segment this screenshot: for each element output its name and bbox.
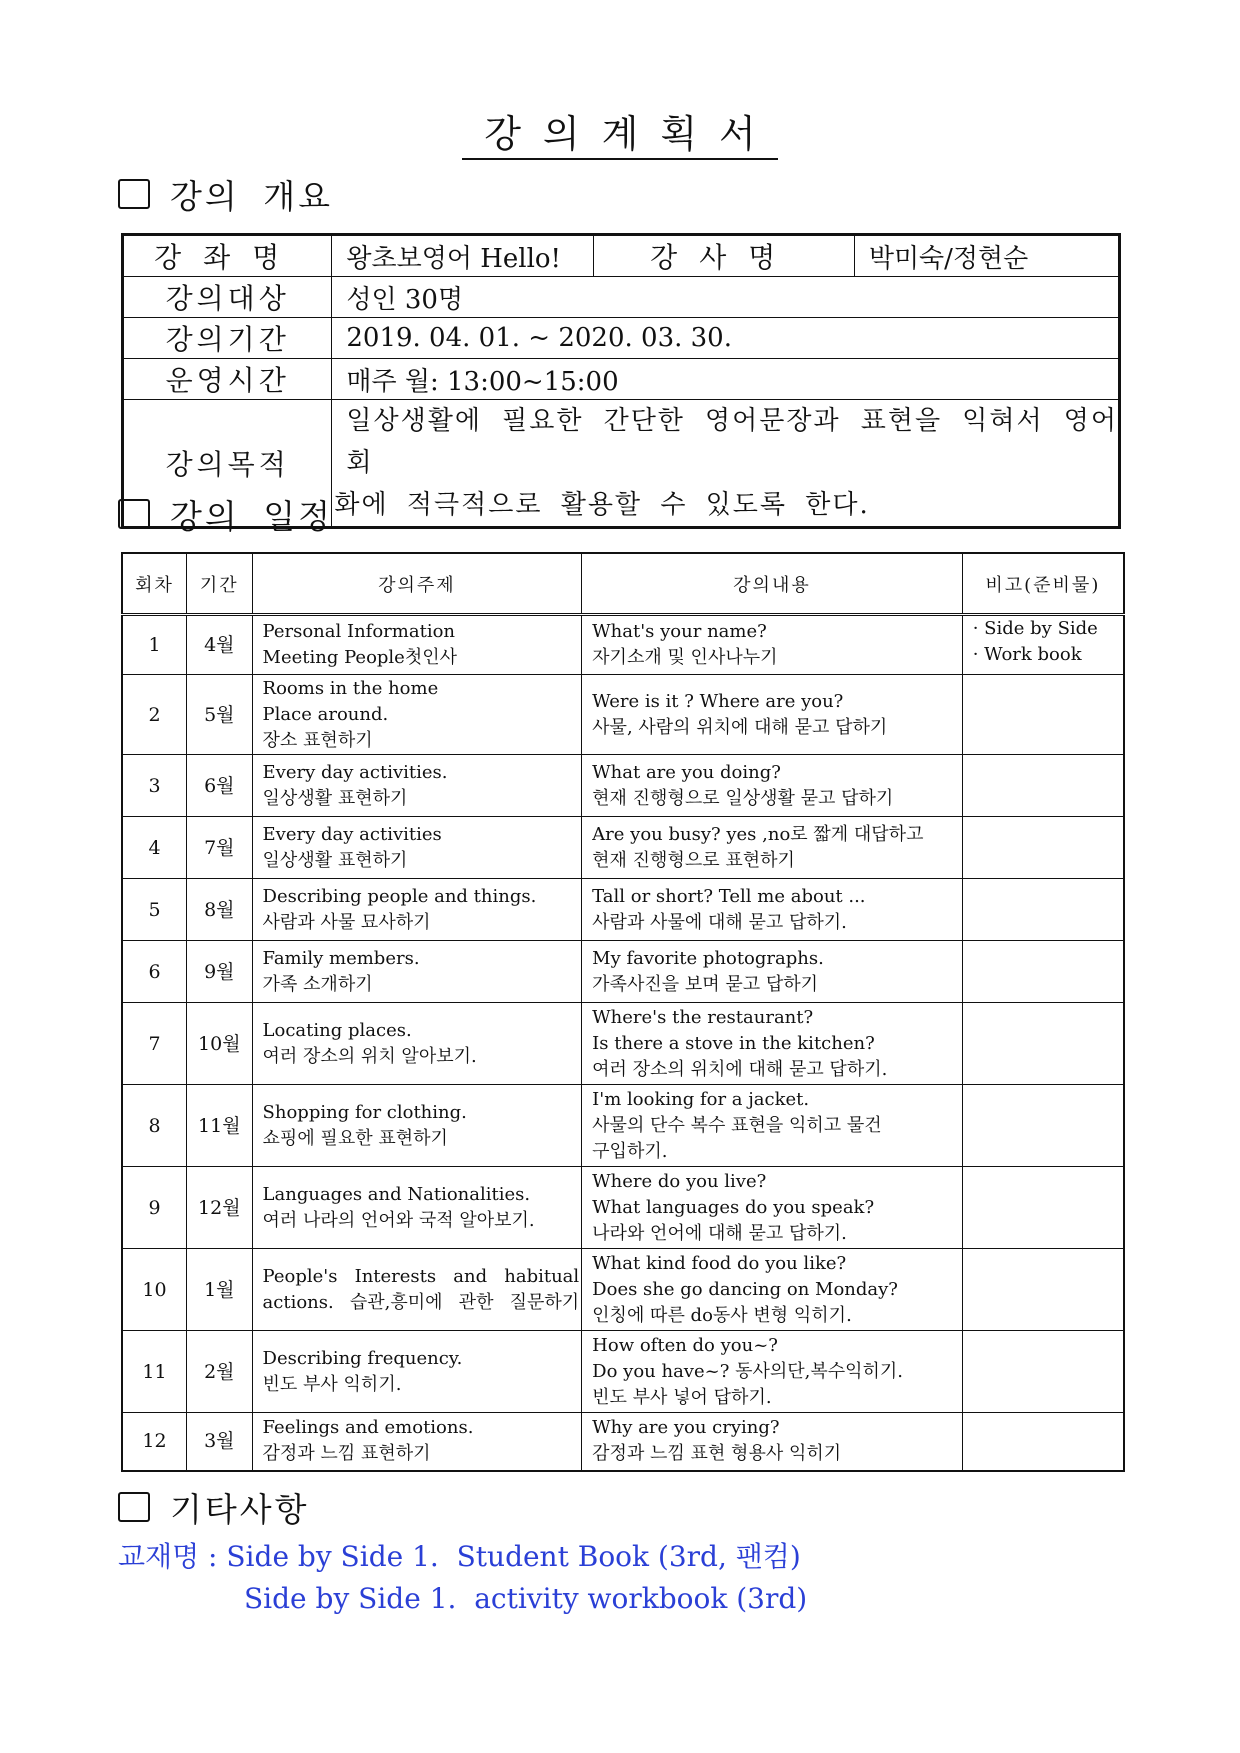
session-topic	[252, 1249, 582, 1331]
session-content	[582, 755, 963, 817]
session-number: 6	[122, 941, 187, 1003]
session-note	[962, 755, 1124, 817]
session-note	[962, 1085, 1124, 1167]
session-month: 4월	[187, 615, 253, 675]
schedule-row	[122, 615, 1124, 675]
content-line: 현재 진행형으로 표현하기	[592, 849, 795, 871]
topic-line: 빈도 부사 익히기.	[262, 1373, 402, 1395]
session-content	[582, 675, 963, 755]
content-line: What kind food do you like?	[592, 1252, 847, 1274]
content-line: 빈도 부사 넣어 답하기.	[592, 1386, 772, 1408]
topic-line: Locating places.	[262, 1019, 412, 1041]
topic-line: 감정과 느낌 표현하기	[262, 1443, 431, 1465]
session-topic	[252, 1167, 582, 1249]
content-line: Where's the restaurant?	[592, 1006, 814, 1028]
time-value: 매주 월: 13:00~15:00	[332, 359, 1120, 400]
session-note	[962, 1331, 1124, 1413]
section-etc-heading: 기타사항	[118, 1487, 310, 1527]
textbook-line-2: Side by Side 1. activity workbook (3rd)	[244, 1582, 808, 1615]
content-line: 감정과 느낌 표현 형용사 익히기	[592, 1443, 842, 1465]
schedule-row	[122, 1249, 1124, 1331]
course-label: 강좌명	[123, 235, 332, 277]
session-content	[582, 1331, 963, 1413]
session-month: 12월	[187, 1167, 253, 1249]
session-content	[582, 1413, 963, 1471]
topic-line: 여러 장소의 위치 알아보기.	[262, 1045, 477, 1067]
schedule-row	[122, 1003, 1124, 1085]
session-content	[582, 1167, 963, 1249]
session-note	[962, 615, 1124, 675]
topic-line: Describing people and things.	[262, 885, 537, 907]
session-content	[582, 817, 963, 879]
session-number: 1	[122, 615, 187, 675]
topic-line: Every day activities.	[262, 761, 448, 783]
content-line: 자기소개 및 인사나누기	[592, 647, 778, 668]
content-line: Why are you crying?	[592, 1417, 780, 1439]
content-line: What languages do you speak?	[592, 1196, 875, 1218]
session-month: 8월	[187, 879, 253, 941]
schedule-row	[122, 1413, 1124, 1471]
session-month: 11월	[187, 1085, 253, 1167]
topic-line: People's Interests and habitual	[262, 1265, 580, 1287]
schedule-header: 기간	[187, 553, 253, 615]
schedule-row	[122, 1167, 1124, 1249]
session-note	[962, 1413, 1124, 1471]
session-note	[962, 1249, 1124, 1331]
session-number: 9	[122, 1167, 187, 1249]
session-content	[582, 1003, 963, 1085]
session-note	[962, 941, 1124, 1003]
session-number: 12	[122, 1413, 187, 1471]
checkbox-square-icon	[118, 1492, 150, 1522]
schedule-row	[122, 941, 1124, 1003]
content-line: Are you busy? yes ,no로 짧게 대답하고	[592, 823, 924, 845]
session-number: 7	[122, 1003, 187, 1085]
topic-line: Family members.	[262, 947, 420, 969]
session-note	[962, 1167, 1124, 1249]
topic-line: actions. 습관,흥미에 관한 질문하기	[262, 1291, 580, 1313]
note-line: · Side by Side	[972, 618, 1098, 639]
topic-line: Feelings and emotions.	[262, 1417, 474, 1439]
content-line: What's your name?	[592, 621, 767, 642]
period-value: 2019. 04. 01. ~ 2020. 03. 30.	[332, 318, 1120, 359]
content-line: Is there a stove in the kitchen?	[592, 1032, 875, 1054]
schedule-row	[122, 755, 1124, 817]
schedule-table	[121, 552, 1125, 1472]
session-topic	[252, 1085, 582, 1167]
content-line: 사람과 사물에 대해 묻고 답하기.	[592, 911, 847, 933]
session-number: 4	[122, 817, 187, 879]
session-note	[962, 879, 1124, 941]
goal-value: 일상생활에 필요한 간단한 영어문장과 표현을 익혀서 영어회 화에 적극적으로 활용할 수 있도록 한다.	[332, 400, 1120, 528]
schedule-row	[122, 1331, 1124, 1413]
content-line: Do you have~? 동사의단,복수익히기.	[592, 1360, 904, 1382]
topic-line: 여러 나라의 언어와 국적 알아보기.	[262, 1209, 535, 1231]
content-line: 사물의 단수 복수 표현을 익히고 물건	[592, 1114, 882, 1136]
topic-line: 일상생활 표현하기	[262, 787, 408, 809]
topic-line: Describing frequency.	[262, 1347, 463, 1369]
session-topic	[252, 755, 582, 817]
session-number: 11	[122, 1331, 187, 1413]
note-line: · Work book	[972, 644, 1082, 665]
target-value: 성인 30명	[332, 277, 1120, 318]
instructor-label: 강사명	[593, 235, 854, 277]
schedule-row	[122, 675, 1124, 755]
topic-line: Languages and Nationalities.	[262, 1183, 531, 1205]
session-month: 3월	[187, 1413, 253, 1471]
topic-line: 일상생활 표현하기	[262, 849, 408, 871]
session-month: 7월	[187, 817, 253, 879]
content-line: Does she go dancing on Monday?	[592, 1278, 898, 1300]
course-value: 왕초보영어 Hello!	[332, 235, 593, 277]
schedule-row	[122, 1085, 1124, 1167]
course-row	[123, 235, 1120, 277]
schedule-header: 회차	[122, 553, 187, 615]
topic-line: 장소 표현하기	[262, 729, 373, 751]
session-number: 5	[122, 879, 187, 941]
session-number: 2	[122, 675, 187, 755]
session-month: 5월	[187, 675, 253, 755]
section-overview-heading: 강의 개요	[118, 174, 333, 214]
session-note	[962, 675, 1124, 755]
content-line: Where do you live?	[592, 1170, 767, 1192]
checkbox-square-icon	[118, 179, 150, 209]
content-line: 나라와 언어에 대해 묻고 답하기.	[592, 1222, 847, 1244]
content-line: Were is it ? Where are you?	[592, 690, 844, 712]
session-topic	[252, 1003, 582, 1085]
schedule-row	[122, 879, 1124, 941]
section-schedule-heading: 강의 일정	[118, 494, 333, 534]
content-line: 구입하기.	[592, 1140, 668, 1162]
schedule-header: 비고(준비물)	[962, 553, 1124, 615]
content-line: How often do you~?	[592, 1334, 778, 1356]
schedule-row	[122, 817, 1124, 879]
content-line: 여러 장소의 위치에 대해 묻고 답하기.	[592, 1058, 888, 1080]
topic-line: Place around.	[262, 703, 389, 725]
content-line: 현재 진행형으로 일상생활 묻고 답하기	[592, 787, 894, 809]
content-line: 사물, 사람의 위치에 대해 묻고 답하기	[592, 716, 888, 738]
session-topic	[252, 879, 582, 941]
session-month: 6월	[187, 755, 253, 817]
topic-line: Rooms in the home	[262, 677, 439, 699]
instructor-value: 박미숙/정현순	[854, 235, 1119, 277]
content-line: What are you doing?	[592, 761, 781, 783]
session-month: 2월	[187, 1331, 253, 1413]
topic-line: 가족 소개하기	[262, 973, 373, 995]
session-topic	[252, 1331, 582, 1413]
topic-line: Every day activities	[262, 823, 442, 845]
session-month: 9월	[187, 941, 253, 1003]
session-content	[582, 1085, 963, 1167]
session-content	[582, 879, 963, 941]
content-line: 가족사진을 보며 묻고 답하기	[592, 973, 818, 995]
content-line: 인칭에 따른 do동사 변형 익히기.	[592, 1304, 852, 1326]
topic-line: Shopping for clothing.	[262, 1101, 467, 1123]
checkbox-square-icon	[118, 499, 150, 529]
session-topic	[252, 615, 582, 675]
topic-line: Personal Information	[262, 621, 456, 642]
session-content	[582, 1249, 963, 1331]
session-month: 10월	[187, 1003, 253, 1085]
session-month: 1월	[187, 1249, 253, 1331]
content-line: Tall or short? Tell me about ...	[592, 885, 866, 907]
session-number: 8	[122, 1085, 187, 1167]
session-note	[962, 817, 1124, 879]
session-topic	[252, 941, 582, 1003]
session-content	[582, 941, 963, 1003]
session-topic	[252, 675, 582, 755]
session-content	[582, 615, 963, 675]
session-note	[962, 1003, 1124, 1085]
session-topic	[252, 1413, 582, 1471]
goal-label: 강의목적	[123, 400, 332, 528]
session-number: 10	[122, 1249, 187, 1331]
time-label: 운영시간	[123, 359, 332, 400]
page-title: 강의계획서	[0, 112, 1240, 160]
session-topic	[252, 817, 582, 879]
target-label: 강의대상	[123, 277, 332, 318]
textbook-line-1: 교재명 : Side by Side 1. Student Book (3rd, 팬컴)	[118, 1540, 801, 1573]
topic-line: 사람과 사물 묘사하기	[262, 911, 431, 933]
session-number: 3	[122, 755, 187, 817]
content-line: I'm looking for a jacket.	[592, 1088, 810, 1110]
schedule-header: 강의내용	[582, 553, 963, 615]
period-label: 강의기간	[123, 318, 332, 359]
overview-table	[121, 233, 1121, 529]
schedule-header: 강의주제	[252, 553, 582, 615]
topic-line: 쇼핑에 필요한 표현하기	[262, 1127, 448, 1149]
topic-line: Meeting People첫인사	[262, 647, 457, 668]
content-line: My favorite photographs.	[592, 947, 824, 969]
